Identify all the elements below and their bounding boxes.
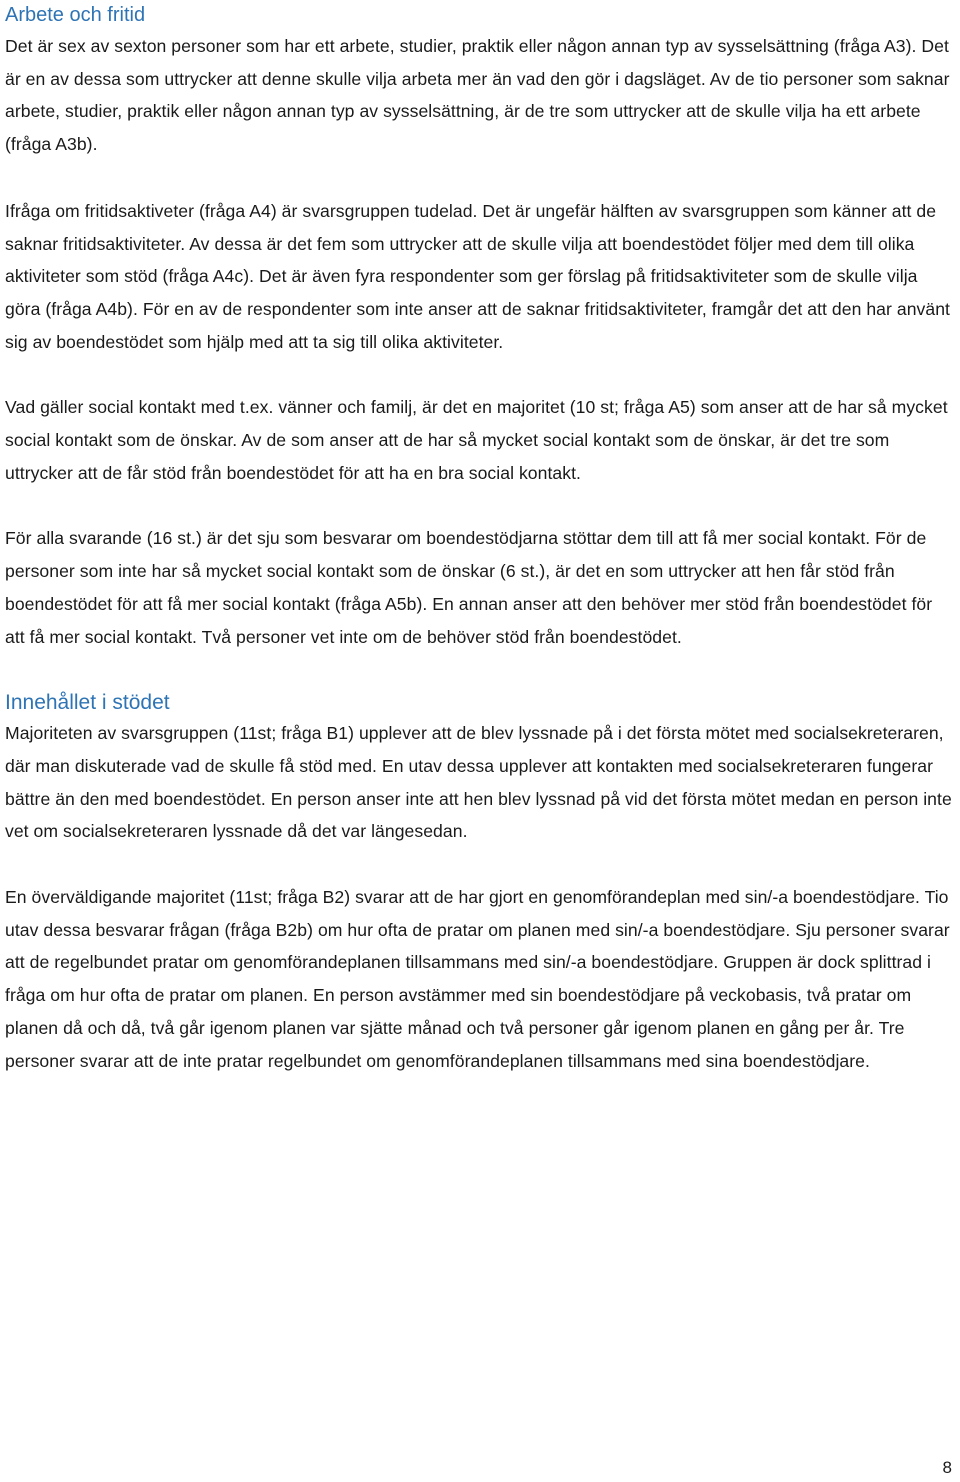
document-page [5, 0, 955, 1077]
section-heading-innehallet-i-stodet: Innehållet i stödet [5, 691, 170, 715]
paragraph: För alla svarande (16 st.) är det sju som besvarar om boendestödjarna stöttar dem till att få mer social kontakt. För de personer som inte har så mycket social kontakt som de önskar (6 st.), är det en som uttrycker att hen får stöd från boendestödet för att få mer social kontakt (fråga A5b). En annan anser att den behöver mer stöd från boendestödet för att få mer social kontakt. Två personer vet inte om de behöver stöd från boendestödet. [5, 528, 933, 647]
paragraph: Det är sex av sexton personer som har ett arbete, studier, praktik eller någon annan typ av sysselsättning (fråga A3). Det är en av dessa som uttrycker att denne skulle vilja arbeta mer än vad den gör i dagsläget. Av de tio personer som saknar arbete, studier, praktik eller någon annan typ av sysselsättning, är de tre som uttrycker att de skulle vilja ha ett arbete (fråga A3b). [5, 36, 950, 155]
page-number: 8 [942, 1458, 952, 1477]
paragraph: Ifråga om fritidsaktiveter (fråga A4) är svarsgruppen tudelad. Det är ungefär hälften av svarsgruppen som känner att de saknar fritidsaktiviteter. Av dessa är det fem som uttrycker att de skulle vilja att boendestödet följer med dem till olika aktiviteter som stöd (fråga A4c). Det är även fyra respondenter som ger förslag på fritidsaktiviteter som de skulle vilja göra (fråga A4b). För en av de respondenter som inte anser att de saknar fritidsaktiviteter, framgår det att den har använt sig av boendestödet som hjälp med att ta sig till olika aktiviteter. [5, 200, 950, 352]
paragraph: En överväldigande majoritet (11st; fråga B2) svarar att de har gjort en genomförandeplan med sin/-a boendestödjare. Tio utav dessa besvarar frågan (fråga B2b) om hur ofta de pratar om planen med sin/-a boendestödjare. Sju personer svarar att de regelbundet pratar om genomförandeplanen tillsammans med sin/-a boendestödjare. Gruppen är dock splittrad i fråga om hur ofta de pratar om planen. En person avstämmer med sin boendestödjare på veckobasis, två pratar om planen då och då, två går igenom planen var sjätte månad och två personer går igenom planen en gång per år. Tre personer svarar att de inte pratar regelbundet om genomförandeplanen tillsammans med sina boendestödjare. [5, 887, 950, 1071]
paragraph: Majoriteten av svarsgruppen (11st; fråga B1) upplever att de blev lyssnade på i det första mötet med socialsekreteraren, där man diskuterade vad de skulle få stöd med. En utav dessa upplever att kontakten med socialsekreteraren fungerar bättre än den med boendestödet. En person anser inte att hen blev lyssnad på vid det första mötet medan en person inte vet om socialsekreteraren lyssnade då det var längesedan. [5, 723, 952, 842]
section-heading-arbete-och-fritid: Arbete och fritid [5, 4, 146, 26]
paragraph: Vad gäller social kontakt med t.ex. vänner och familj, är det en majoritet (10 st; fråga A5) som anser att de har så mycket social kontakt som de önskar. Av de som anser att de har så mycket social kontakt som de önskar, är det tre som uttrycker att de får stöd från boendestödet för att ha en bra social kontakt. [5, 397, 948, 483]
